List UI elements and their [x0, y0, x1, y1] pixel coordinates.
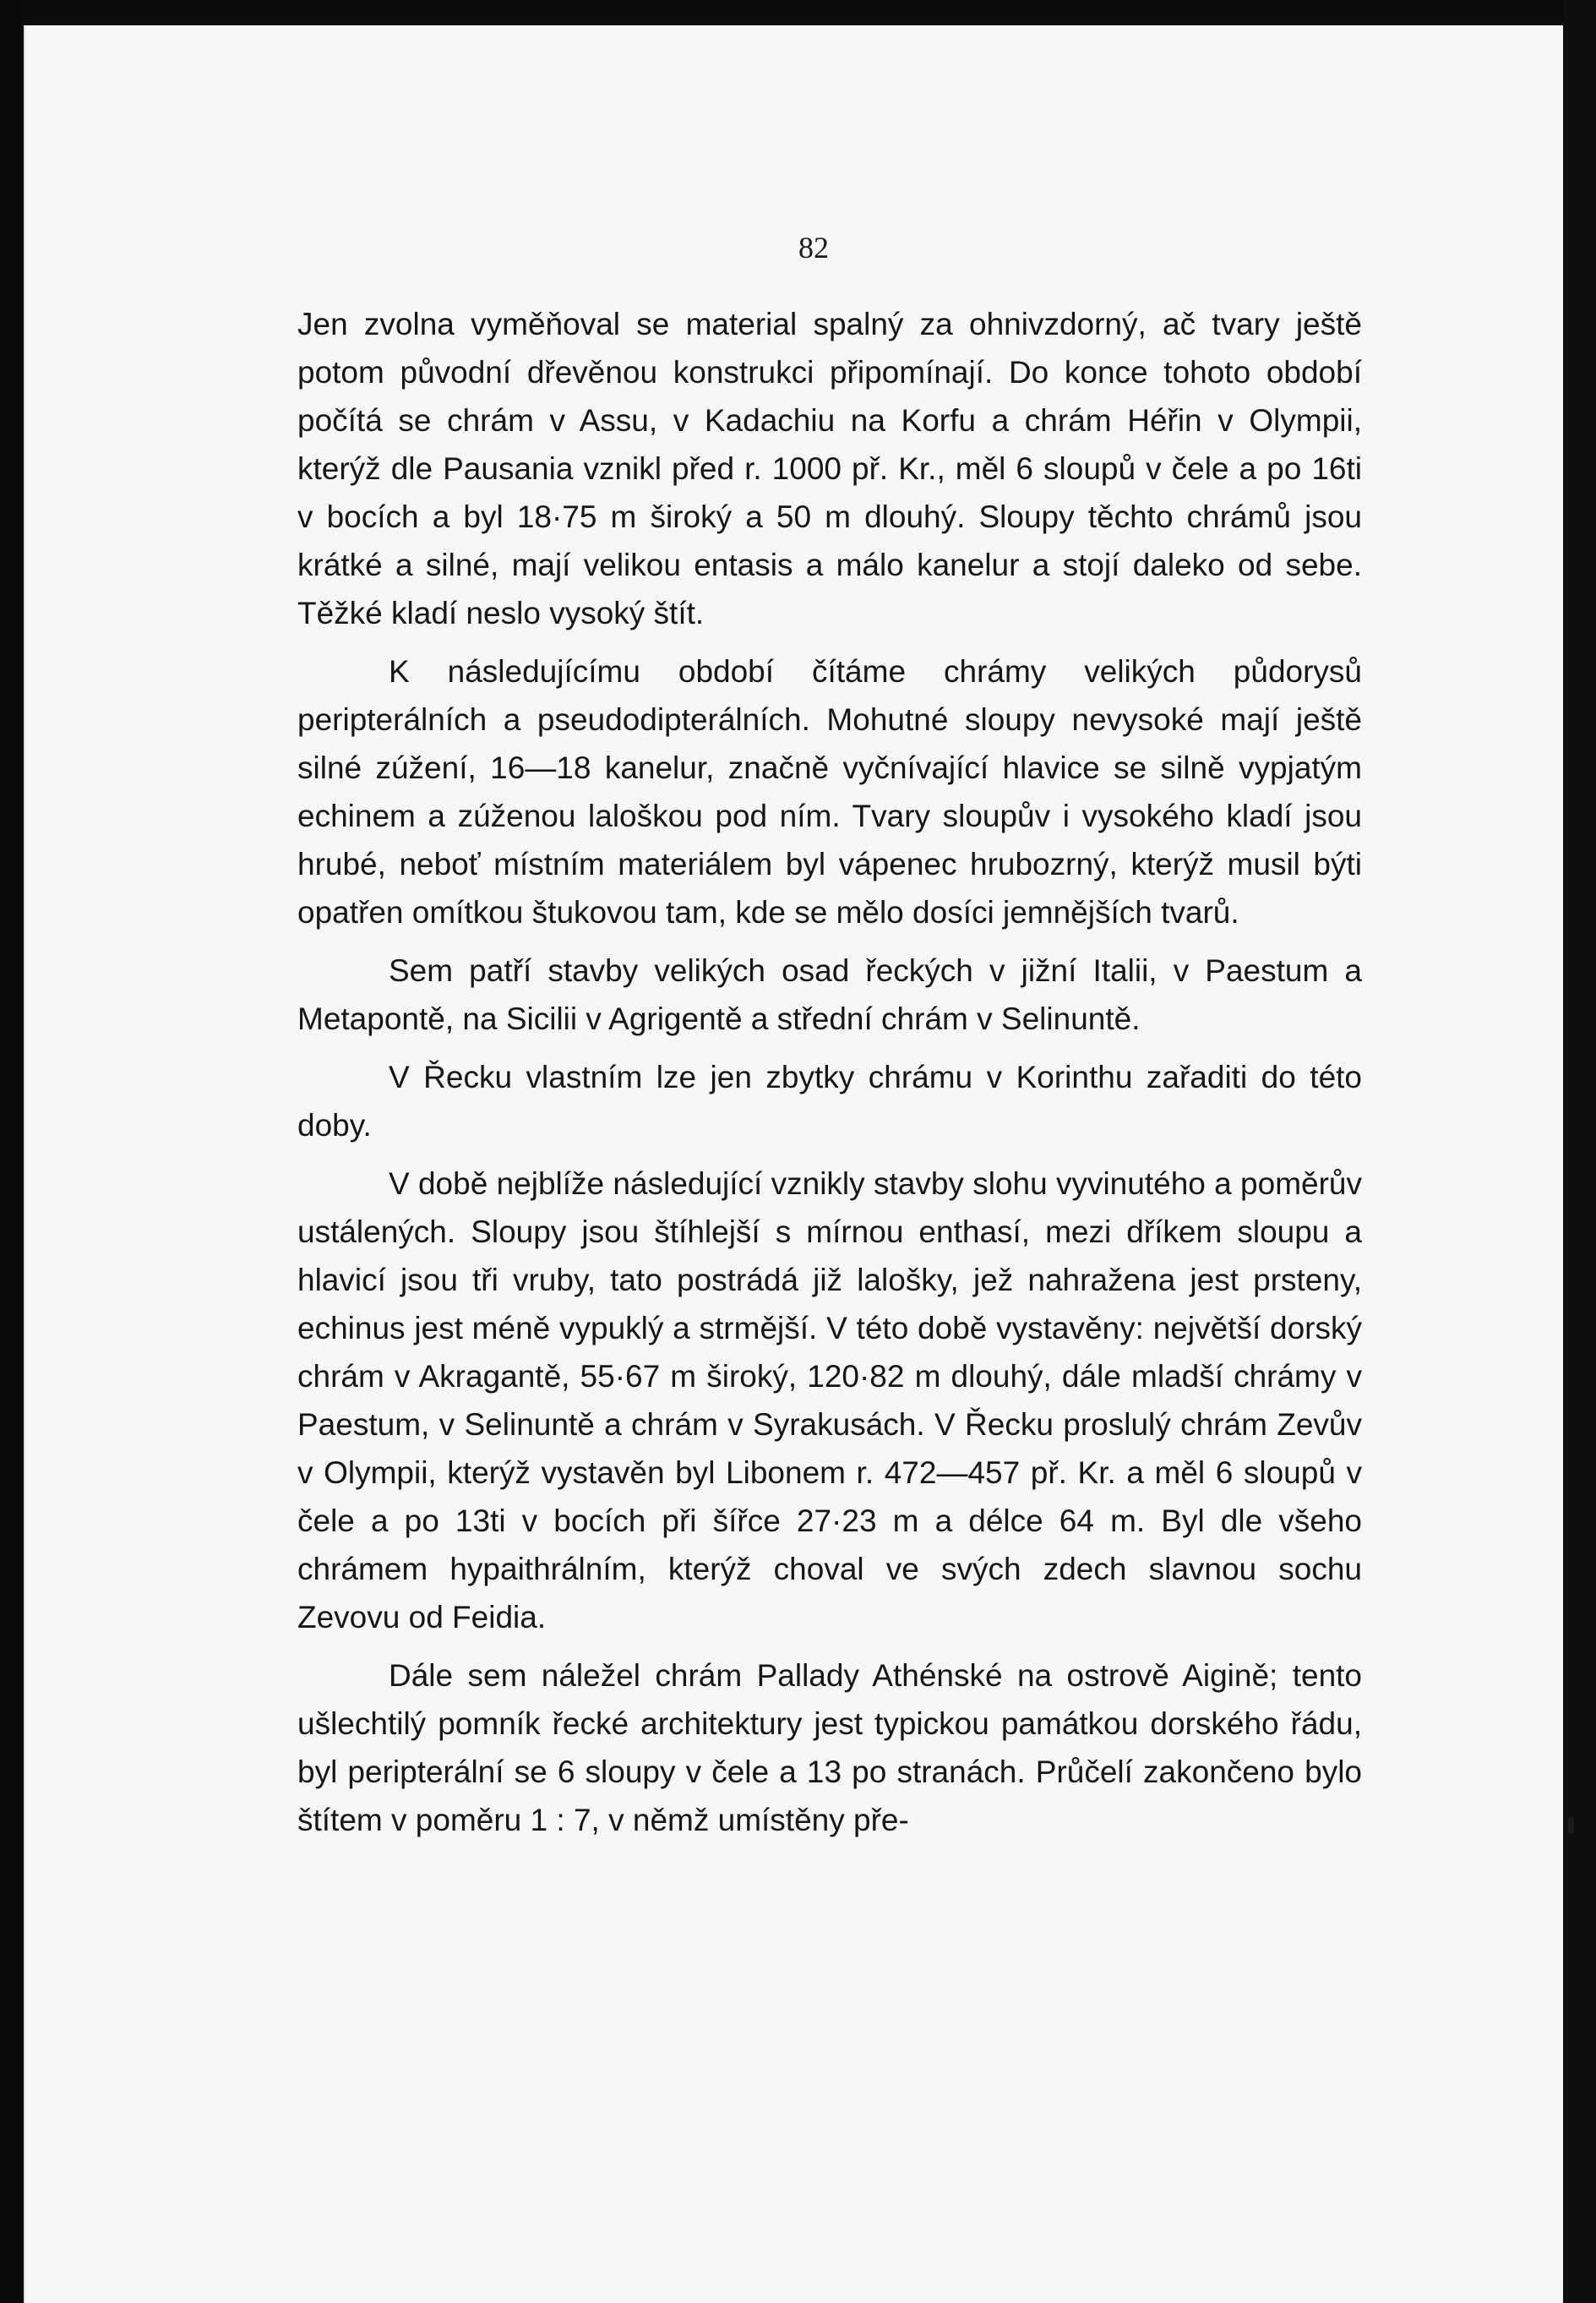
scan-speck: [1568, 1817, 1574, 1834]
paragraph-1: Jen zvolna vyměňoval se material spalný za ohnivzdorný, ač tvary ještě potom původní dřevěnou konstrukci připomínají. Do konce tohoto období počítá se chrám v Assu, v Kadachiu na Korfu a chrám Héřin v Olympii, kterýž dle Pausania vznikl před r. 1000 př. Kr., měl 6 sloupů v čele a po 16ti v bocích a byl 18·75 m široký a 50 m dlouhý. Sloupy těchto chrámů jsou krátké a silné, mají velikou entasis a málo kanelur a stojí daleko od sebe. Těžké kladí neslo vysoký štít.: [297, 307, 1362, 630]
paragraph-2: K následujícímu období čítáme chrámy velikých půdorysů peripterálních a pseudodipterálních. Mohutné sloupy nevysoké mají ještě silné zúžení, 16—18 kanelur, značně vyčnívající hlavice se silně vypjatým echinem a zúženou laloškou pod ním. Tvary sloupův i vysokého kladí jsou hrubé, neboť místním materiálem byl vápenec hrubozrný, kterýž musil býti opatřen omítkou štukovou tam, kde se mělo dosíci jemnějších tvarů.: [297, 654, 1362, 930]
page-body: [297, 300, 1362, 1844]
paragraph-6: Dále sem náležel chrám Pallady Athénské na ostrově Aigině; tento ušlechtilý pomník řecké architektury jest typickou památkou dorského řádu, byl peripterální se 6 sloupy v čele a 13 po stranách. Průčelí zakončeno bylo štítem v poměru 1 : 7, v němž umístěny pře-: [297, 1658, 1362, 1837]
scan-border-top: [0, 0, 1596, 25]
page-number: 82: [798, 231, 829, 265]
paragraph-4: V Řecku vlastním lze jen zbytky chrámu v Korinthu zařaditi do této doby.: [297, 1060, 1362, 1143]
paragraph-3: Sem patří stavby velikých osad řeckých v jižní Italii, v Paestum a Metapontě, na Sicilii v Agrigentě a střední chrám v Selinuntě.: [297, 953, 1362, 1036]
paragraph-5: V době nejblíže následující vznikly stavby slohu vyvinutého a poměrův ustálených. Sloupy jsou štíhlejší s mírnou enthasí, mezi dříkem sloupu a hlavicí jsou tři vruby, tato postrádá již lalošky, jež nahražena jest prsteny, echinus jest méně vypuklý a strmější. V této době vystavěny: největší dorský chrám v Akragantě, 55·67 m široký, 120·82 m dlouhý, dále mladší chrámy v Paestum, v Selinuntě a chrám v Syrakusách. V Řecku proslulý chrám Zevův v Olympii, kterýž vystavěn byl Libonem r. 472—457 př. Kr. a měl 6 sloupů v čele a po 13ti v bocích při šířce 27·23 m a délce 64 m. Byl dle všeho chrámem hypaithrálním, kterýž choval ve svých zdech slavnou sochu Zevovu od Feidia.: [297, 1166, 1362, 1634]
scan-border-right: [1563, 0, 1596, 2303]
scan-border-left: [0, 0, 24, 2303]
